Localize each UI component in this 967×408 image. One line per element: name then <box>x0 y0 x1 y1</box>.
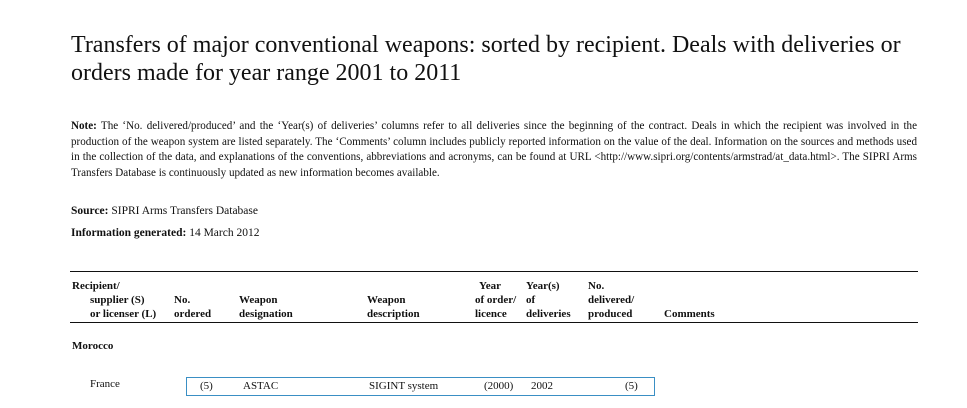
header-recipient-line-3: or licenser (L) <box>90 308 157 320</box>
row-delivered: (5) <box>625 380 638 392</box>
header-delivered <box>588 279 634 321</box>
header-years-delivery-line-1: Year(s) <box>526 280 560 292</box>
table-top-rule <box>70 271 918 272</box>
generated-line <box>71 227 259 239</box>
header-designation-line-1: Weapon <box>239 294 278 306</box>
source-label: Source: <box>71 205 109 217</box>
header-recipient <box>72 279 156 321</box>
recipient-group-title: Morocco <box>72 340 114 352</box>
header-description <box>367 293 420 321</box>
header-ordered <box>174 293 211 321</box>
table-header-rule <box>70 322 918 323</box>
header-recipient-line-1: Recipient/ <box>72 280 120 292</box>
header-year-order-line-3: licence <box>475 308 507 320</box>
header-ordered-line-2: ordered <box>174 308 212 320</box>
header-year-order-line-2: of order/ <box>475 294 517 306</box>
header-years-delivery-line-3: deliveries <box>526 308 571 320</box>
source-value: SIPRI Arms Transfers Database <box>111 205 258 217</box>
header-year-order-line-1: Year <box>479 280 501 292</box>
header-delivered-line-1: No. <box>588 280 605 292</box>
page-title: Transfers of major conventional weapons: sorted by recipient. Deals with deliveries or orders made for year range 2001 to 2011 <box>71 32 901 86</box>
generated-value: 14 March 2012 <box>189 227 260 239</box>
header-description-line-2: description <box>367 308 420 320</box>
header-years-delivery <box>526 279 571 321</box>
header-delivered-line-2: delivered/ <box>588 294 635 306</box>
generated-label: Information generated: <box>71 227 187 239</box>
row-description: SIGINT system <box>369 380 439 392</box>
source-line <box>71 205 258 217</box>
row-ordered: (5) <box>200 380 213 392</box>
header-years-delivery-line-2: of <box>526 294 536 306</box>
header-designation-line-2: designation <box>239 308 293 320</box>
header-description-line-1: Weapon <box>367 294 406 306</box>
header-designation <box>239 293 293 321</box>
row-designation: ASTAC <box>243 380 279 392</box>
header-comments-line-1: Comments <box>664 308 715 320</box>
header-year-order <box>475 279 516 321</box>
header-ordered-line-1: No. <box>174 294 191 306</box>
header-recipient-line-2: supplier (S) <box>90 294 145 306</box>
header-delivered-line-3: produced <box>588 308 633 320</box>
note-label: Note: <box>71 120 97 132</box>
note-paragraph <box>71 119 917 181</box>
row-years-delivery: 2002 <box>531 380 553 392</box>
note-text: The ‘No. delivered/produced’ and the ‘Year(s) of deliveries’ columns refer to all deliveries since the beginning of the contract. Deals in which the recipient was involved in the production of the weapon system are listed separately. The ‘Comments’ column includes publicly reported information on the value of the deal. Information on the sources and methods used in the collection of the data, and explanations of the conventions, abbreviations and acronyms, can be found at URL <http://www.sipri.org/contents/armstrad/at_data.html>. The SIPRI Arms Transfers Database is continuously updated as new information becomes available. <box>71 120 917 179</box>
row-year-order: (2000) <box>484 380 514 392</box>
header-comments <box>664 307 715 321</box>
row-supplier: France <box>90 378 120 390</box>
